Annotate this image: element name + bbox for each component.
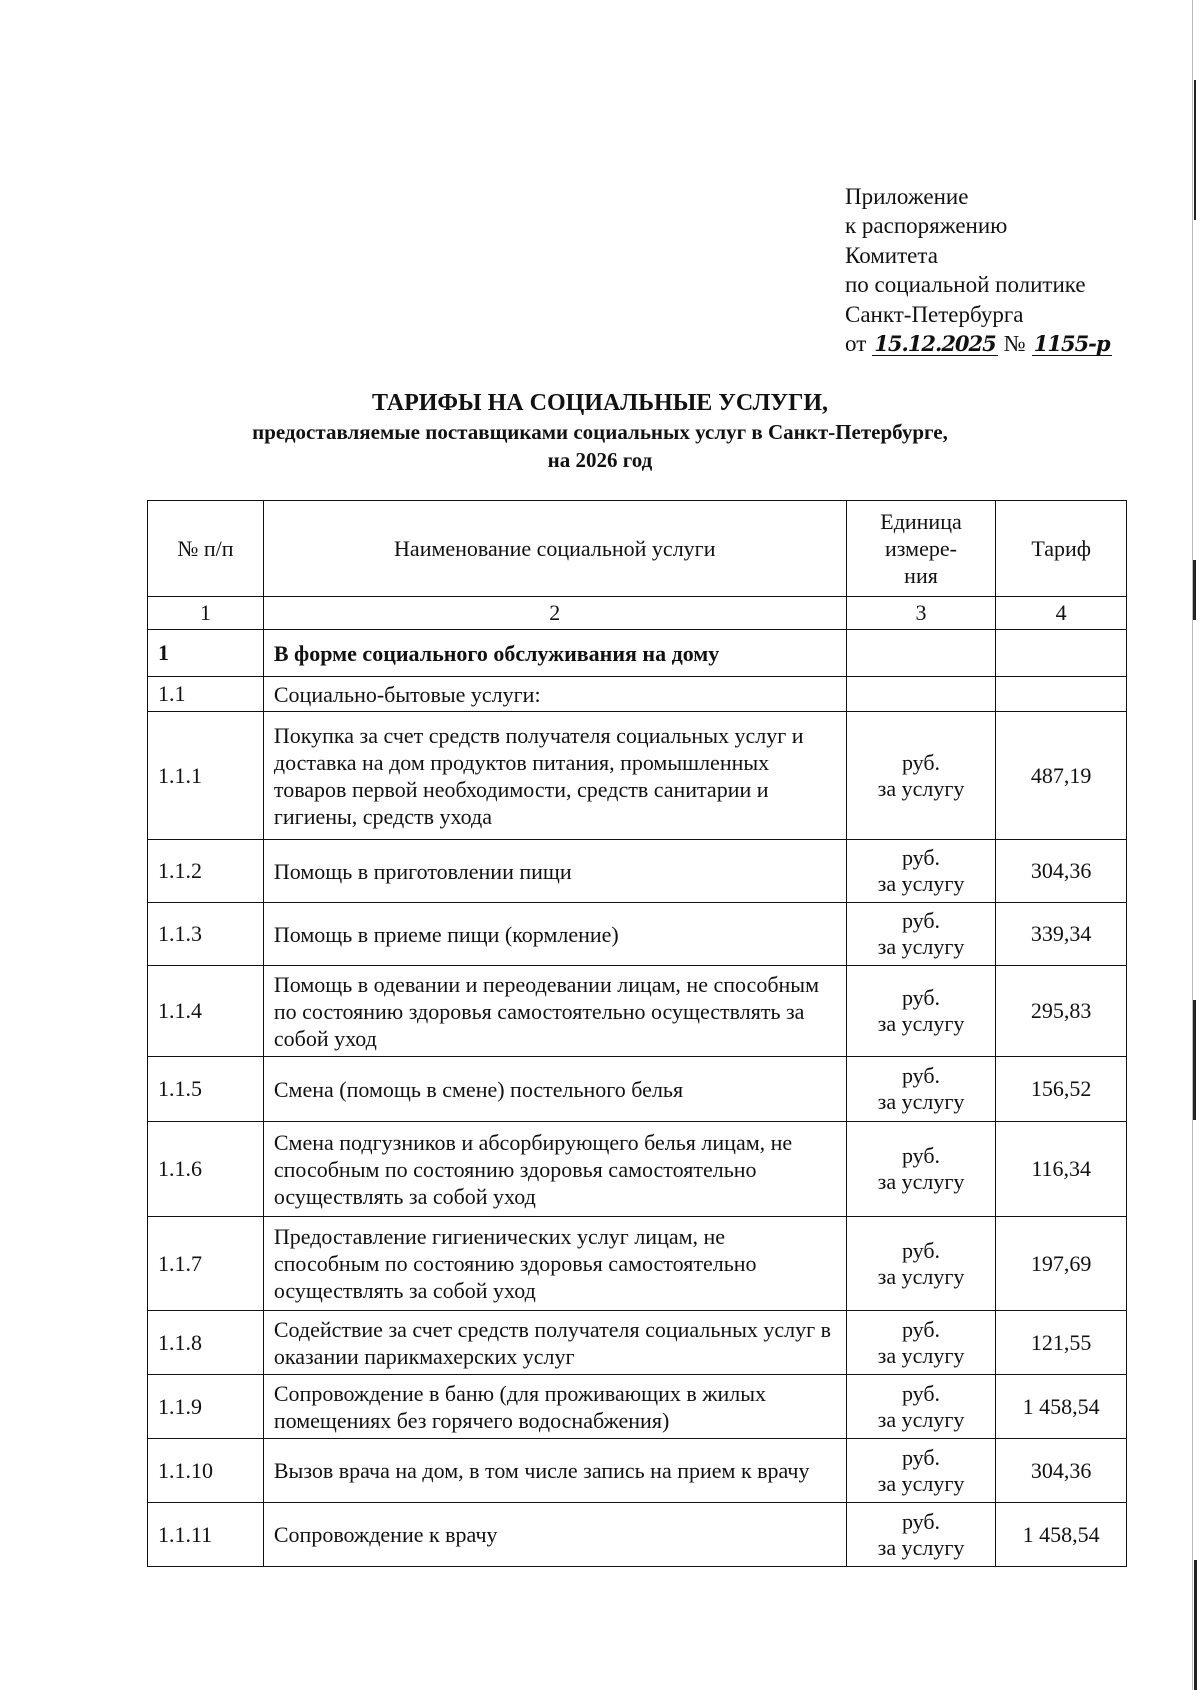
document-year: на 2026 год bbox=[547, 448, 653, 472]
table-row bbox=[148, 966, 1127, 1057]
subsection-name: Социально-бытовые услуги: bbox=[263, 677, 846, 712]
appendix-line: Приложение bbox=[845, 184, 969, 209]
row-tariff: 304,36 bbox=[996, 1439, 1127, 1503]
row-name: Смена подгузников и абсорбирующего белья лицам, не способным по состоянию здоровья самостоятельно осуществлять за собой уход bbox=[263, 1122, 846, 1217]
row-name: Покупка за счет средств получателя социальных услуг и доставка на дом продуктов питания, промышленных товаров первой необходимости, средств санитарии и гигиены, средств ухода bbox=[263, 712, 846, 840]
subsection-unit bbox=[846, 677, 996, 712]
unit-line: за услугу bbox=[877, 871, 965, 896]
row-num: 1.1.1 bbox=[148, 712, 264, 840]
date-prefix: от bbox=[845, 331, 867, 357]
row-num: 1.1.4 bbox=[148, 966, 264, 1057]
row-tariff: 116,34 bbox=[996, 1122, 1127, 1217]
row-tariff: 339,34 bbox=[996, 903, 1127, 966]
row-name: Сопровождение в баню (для проживающих в жилых помещениях без горячего водоснабжения) bbox=[263, 1375, 846, 1439]
scan-edge-mark bbox=[1194, 80, 1196, 220]
unit-line: руб. bbox=[901, 985, 941, 1010]
row-num: 1.1.10 bbox=[148, 1439, 264, 1503]
subsection-num: 1.1 bbox=[148, 677, 264, 712]
appendix-line: Санкт-Петербурга bbox=[845, 301, 1024, 327]
header-num: № п/п bbox=[148, 501, 264, 597]
unit-line: руб. bbox=[901, 1444, 941, 1470]
unit-line: руб. bbox=[901, 1237, 941, 1263]
header-unit-line: измере- bbox=[885, 536, 957, 561]
header-unit-line: Единица bbox=[880, 509, 962, 534]
row-num: 1.1.5 bbox=[148, 1057, 264, 1122]
row-name: Сопровождение к врачу bbox=[263, 1503, 846, 1567]
document-title: ТАРИФЫ НА СОЦИАЛЬНЫЕ УСЛУГИ, bbox=[371, 390, 829, 416]
row-name: Помощь в приеме пищи (кормление) bbox=[263, 903, 846, 966]
unit-line: за услугу bbox=[877, 1263, 965, 1289]
scan-edge-mark bbox=[1194, 1560, 1197, 1690]
section-unit bbox=[846, 630, 996, 677]
scan-edge-mark bbox=[1193, 560, 1196, 620]
section-num: 1 bbox=[148, 630, 264, 677]
row-unit bbox=[846, 1057, 996, 1122]
row-num: 1.1.11 bbox=[148, 1503, 264, 1567]
appendix-line: к распоряжению bbox=[845, 213, 1008, 239]
appendix-line: Комитета bbox=[845, 242, 938, 268]
unit-line: за услугу bbox=[877, 1011, 965, 1036]
table-row bbox=[148, 1057, 1127, 1122]
row-unit bbox=[846, 1122, 996, 1217]
row-unit bbox=[846, 1439, 996, 1503]
unit-line: за услугу bbox=[877, 934, 965, 959]
unit-line: руб. bbox=[901, 1143, 941, 1168]
header-tariff: Тариф bbox=[996, 501, 1127, 597]
table-row bbox=[148, 903, 1127, 966]
row-tariff: 1 458,54 bbox=[996, 1503, 1127, 1567]
scan-edge-line bbox=[1192, 0, 1193, 1690]
row-name: Помощь в приготовлении пищи bbox=[263, 840, 846, 903]
row-name: Содействие за счет средств получателя социальных услуг в оказании парикмахерских услуг bbox=[263, 1311, 846, 1375]
unit-line: руб. bbox=[901, 749, 941, 775]
tariffs-table bbox=[147, 500, 1127, 1567]
unit-line: руб. bbox=[901, 1380, 941, 1406]
order-reference bbox=[845, 329, 1112, 358]
header-unit bbox=[846, 501, 996, 597]
table-row bbox=[148, 1122, 1127, 1217]
section-row bbox=[148, 630, 1127, 677]
unit-line: руб. bbox=[901, 908, 941, 933]
section-name: В форме социального обслуживания на дому bbox=[263, 630, 846, 677]
unit-line: за услугу bbox=[877, 1342, 965, 1368]
row-unit bbox=[846, 1375, 996, 1439]
appendix-block bbox=[845, 182, 1112, 358]
row-num: 1.1.6 bbox=[148, 1122, 264, 1217]
scan-edge-mark bbox=[1193, 1000, 1196, 1120]
unit-line: руб. bbox=[901, 845, 941, 870]
row-tariff: 121,55 bbox=[996, 1311, 1127, 1375]
table-row bbox=[148, 1439, 1127, 1503]
row-num: 1.1.3 bbox=[148, 903, 264, 966]
row-tariff: 156,52 bbox=[996, 1057, 1127, 1122]
row-unit bbox=[846, 712, 996, 840]
header-name: Наименование социальной услуги bbox=[263, 501, 846, 597]
row-tariff: 295,83 bbox=[996, 966, 1127, 1057]
subsection-row bbox=[148, 677, 1127, 712]
row-num: 1.1.2 bbox=[148, 840, 264, 903]
unit-line: за услугу bbox=[877, 1406, 965, 1432]
table-row bbox=[148, 1217, 1127, 1311]
row-tariff: 304,36 bbox=[996, 840, 1127, 903]
number-prefix: № bbox=[1003, 331, 1026, 357]
unit-line: за услугу bbox=[877, 1169, 965, 1194]
header-unit-line: ния bbox=[904, 563, 938, 588]
row-tariff: 487,19 bbox=[996, 712, 1127, 840]
table-row bbox=[148, 712, 1127, 840]
unit-line: руб. bbox=[901, 1063, 941, 1088]
row-unit bbox=[846, 840, 996, 903]
table-row bbox=[148, 1375, 1127, 1439]
row-name: Вызов врача на дом, в том числе запись на прием к врачу bbox=[263, 1439, 846, 1503]
column-number: 2 bbox=[263, 597, 846, 630]
unit-line: за услугу bbox=[877, 1470, 965, 1496]
appendix-line: по социальной политике bbox=[845, 272, 1086, 298]
header-row bbox=[148, 501, 1127, 597]
row-num: 1.1.7 bbox=[148, 1217, 264, 1311]
row-tariff: 1 458,54 bbox=[996, 1375, 1127, 1439]
row-unit bbox=[846, 903, 996, 966]
section-tariff bbox=[996, 630, 1127, 677]
column-number: 4 bbox=[996, 597, 1127, 630]
unit-line: за услугу bbox=[877, 1534, 965, 1560]
row-name: Смена (помощь в смене) постельного белья bbox=[263, 1057, 846, 1122]
table-row bbox=[148, 840, 1127, 903]
handwritten-number: 1155-р bbox=[1033, 331, 1110, 357]
column-number: 1 bbox=[148, 597, 264, 630]
row-unit bbox=[846, 966, 996, 1057]
row-num: 1.1.8 bbox=[148, 1311, 264, 1375]
unit-line: за услугу bbox=[877, 775, 965, 801]
row-num: 1.1.9 bbox=[148, 1375, 264, 1439]
row-unit bbox=[846, 1217, 996, 1311]
subsection-tariff bbox=[996, 677, 1127, 712]
unit-line: руб. bbox=[901, 1508, 941, 1534]
column-number: 3 bbox=[846, 597, 996, 630]
row-name: Предоставление гигиенических услуг лицам, не способным по состоянию здоровья самостоятельно осуществлять за собой уход bbox=[263, 1217, 846, 1311]
column-number-row bbox=[148, 597, 1127, 630]
table-row bbox=[148, 1503, 1127, 1567]
handwritten-date: 15.12.2025 bbox=[874, 331, 996, 357]
row-tariff: 197,69 bbox=[996, 1217, 1127, 1311]
row-unit bbox=[846, 1503, 996, 1567]
unit-line: за услугу bbox=[877, 1089, 965, 1114]
unit-line: руб. bbox=[901, 1316, 941, 1342]
row-unit bbox=[846, 1311, 996, 1375]
table-row bbox=[148, 1311, 1127, 1375]
document-subtitle: предоставляемые поставщиками социальных услуг в Санкт-Петербурге, bbox=[252, 420, 948, 444]
row-name: Помощь в одевании и переодевании лицам, не способным по состоянию здоровья самостоятельно осуществлять за собой уход bbox=[263, 966, 846, 1057]
